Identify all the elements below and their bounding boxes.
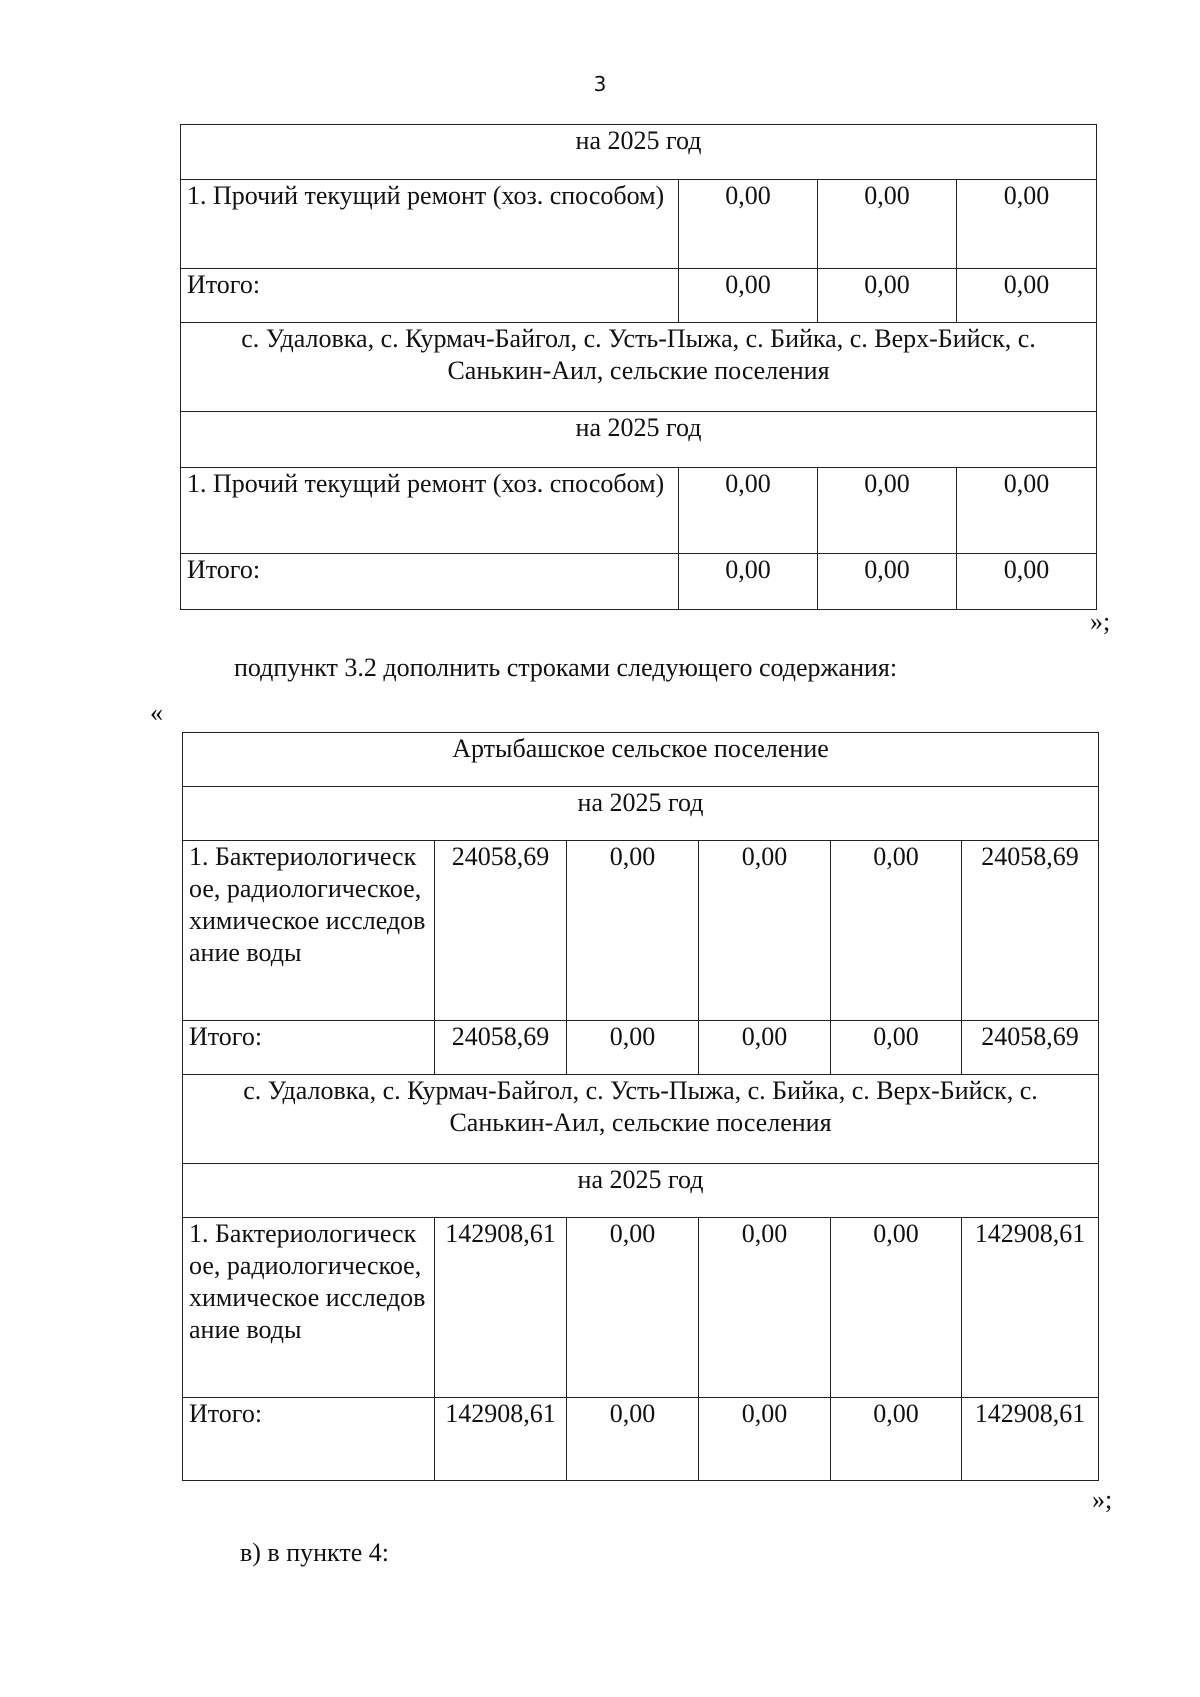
value-cell: 0,00 [679, 180, 818, 269]
table-repair-costs [180, 124, 1097, 610]
value-cell: 0,00 [957, 269, 1097, 323]
value-cell: 0,00 [818, 180, 957, 269]
value-cell: 24058,69 [435, 841, 567, 1021]
total-label: Итого: [183, 1398, 435, 1481]
page-number: 3 [593, 72, 607, 96]
table-row [181, 468, 1097, 554]
value-cell: 0,00 [679, 468, 818, 554]
value-cell: 0,00 [699, 841, 831, 1021]
value-cell: 0,00 [567, 1021, 699, 1075]
settlement-heading: с. Удаловка, с. Курмач-Байгол, с. Усть-Пыжа, с. Бийка, с. Верх-Бийск, с. Санькин-Аил, сельские поселения [183, 1075, 1099, 1164]
table-header-row [183, 1075, 1099, 1164]
value-cell: 0,00 [831, 1218, 962, 1398]
value-cell: 24058,69 [435, 1021, 567, 1075]
table-row [181, 554, 1097, 610]
table-water-testing-costs [182, 732, 1099, 1481]
section-year-heading: на 2025 год [183, 787, 1099, 841]
table-header-row [183, 787, 1099, 841]
value-cell: 142908,61 [962, 1218, 1099, 1398]
value-cell: 0,00 [567, 1398, 699, 1481]
section-year-heading: на 2025 год [181, 412, 1097, 468]
item-label: 1. Бактериологическое, радиологическое, химическое исследование воды [183, 841, 435, 1021]
value-cell: 0,00 [567, 841, 699, 1021]
value-cell: 0,00 [699, 1021, 831, 1075]
value-cell: 0,00 [818, 554, 957, 610]
value-cell: 142908,61 [962, 1398, 1099, 1481]
table-header-row [183, 733, 1099, 787]
table-row [183, 1218, 1099, 1398]
settlement-heading: Артыбашское сельское поселение [183, 733, 1099, 787]
value-cell: 0,00 [679, 554, 818, 610]
total-label: Итого: [183, 1021, 435, 1075]
value-cell: 24058,69 [962, 841, 1099, 1021]
item-v-paragraph: в) в пункте 4: [240, 1538, 389, 1567]
value-cell: 24058,69 [962, 1021, 1099, 1075]
table-row [183, 1398, 1099, 1481]
settlement-heading: с. Удаловка, с. Курмач-Байгол, с. Усть-Пыжа, с. Бийка, с. Верх-Бийск, с. Санькин-Аил, сельские поселения [181, 323, 1097, 412]
table-row [183, 841, 1099, 1021]
closing-quote: »; [1090, 607, 1111, 636]
value-cell: 0,00 [679, 269, 818, 323]
value-cell: 0,00 [831, 841, 962, 1021]
closing-quote: »; [1092, 1485, 1113, 1514]
table-header-row [181, 125, 1097, 180]
value-cell: 0,00 [818, 269, 957, 323]
item-label: 1. Бактериологическое, радиологическое, химическое исследование воды [183, 1218, 435, 1398]
value-cell: 142908,61 [435, 1398, 567, 1481]
table-row [181, 180, 1097, 269]
opening-quote: « [150, 698, 163, 727]
table-row [181, 269, 1097, 323]
table-row [183, 1021, 1099, 1075]
subpoint-paragraph: подпункт 3.2 дополнить строками следующего содержания: [234, 653, 898, 682]
total-label: Итого: [181, 554, 679, 610]
section-year-heading: на 2025 год [181, 125, 1097, 180]
value-cell: 0,00 [957, 180, 1097, 269]
value-cell: 0,00 [567, 1218, 699, 1398]
item-label: 1. Прочий текущий ремонт (хоз. способом) [181, 180, 679, 269]
value-cell: 0,00 [699, 1218, 831, 1398]
table-header-row [181, 323, 1097, 412]
value-cell: 0,00 [957, 554, 1097, 610]
value-cell: 0,00 [818, 468, 957, 554]
value-cell: 0,00 [831, 1398, 962, 1481]
total-label: Итого: [181, 269, 679, 323]
section-year-heading: на 2025 год [183, 1164, 1099, 1218]
table-header-row [183, 1164, 1099, 1218]
value-cell: 142908,61 [435, 1218, 567, 1398]
item-label: 1. Прочий текущий ремонт (хоз. способом) [181, 468, 679, 554]
value-cell: 0,00 [699, 1398, 831, 1481]
table-header-row [181, 412, 1097, 468]
value-cell: 0,00 [957, 468, 1097, 554]
value-cell: 0,00 [831, 1021, 962, 1075]
